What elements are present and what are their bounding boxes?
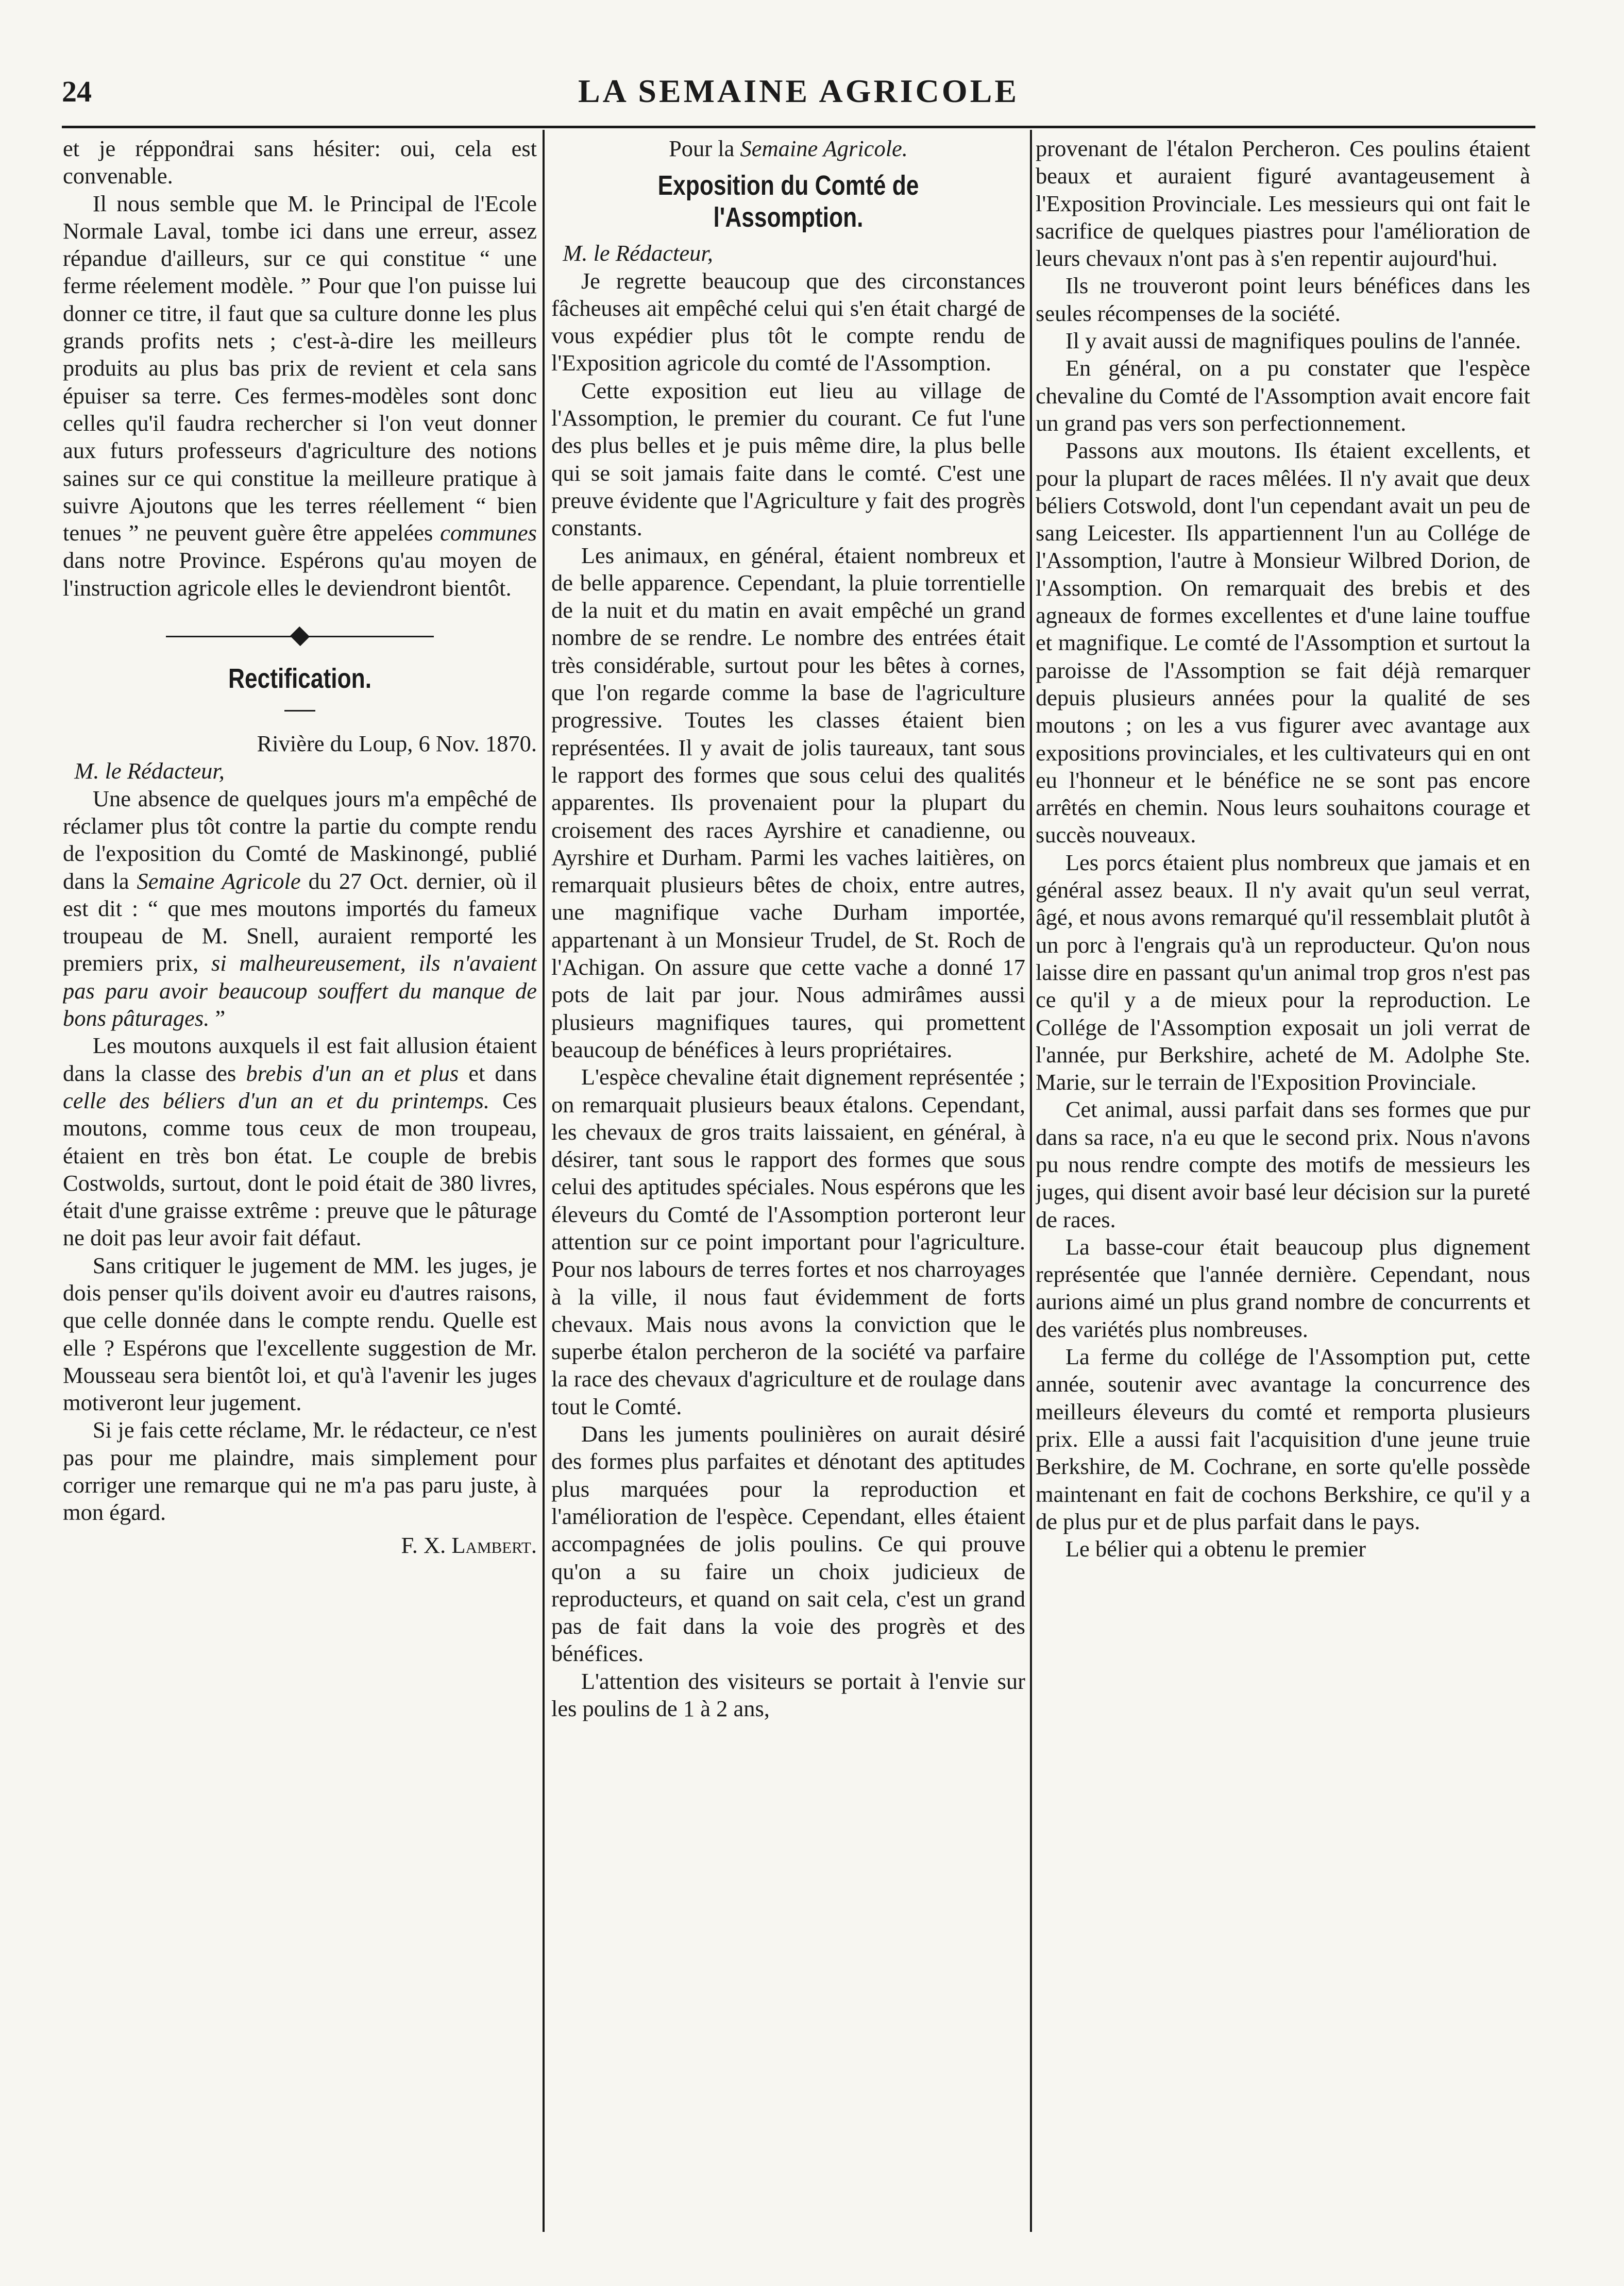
paragraph: Les porcs étaient plus nombreux que jamais et en général assez beaux. Il n'y avait qu'un seul verrat, âgé, et nous avons remarqué qu'il ressemblait plutôt à un porc à l'engrais qu'à un reproducteur. Qu'on nous laisse dire en passant qu'un animal trop gros n'est pas ce qu'il y a de mieux pour la reproduction. Le Collége de l'Assomption exposait un joli verrat de l'année, pur Berkshire, acheté de M. Adolphe Ste. Marie, sur le terrain de l'Exposition Provinciale. (1036, 849, 1530, 1095)
paragraph: Il y avait aussi de magnifiques poulins de l'année. (1065, 328, 1521, 354)
paragraph: Passons aux moutons. Ils étaient excellents, et pour la plupart de races mêlées. Il n'y avait que deux béliers Cotswold, dont l'un cependant avait un peu de sang Leicester. Ils appartiennent l'un au Collége de l'Assomption, l'autre à Monsieur Wilbred Dorion, de l'Assomption. On remarquait des brebis et des agneaux de formes excellentes et d'une laine touffue et magnifique. Le comté de l'Assomption et surtout la paroisse de l'Assomption se fait déjà remarquer depuis plusieurs années pour la qualité de ses moutons ; on les a vus figurer avec avantage aux expositions provinciales, et les cultivateurs qui en ont eu l'honneur et le bénéfice ne se sont pas encore arrêtés en chemin. Nous leurs souhaitons courage et succès nouveaux. (1036, 437, 1530, 848)
article-title: Exposition du Comté de l'Assomption. (657, 170, 919, 233)
paragraph: Dans les juments poulinières on aurait désiré des formes plus parfaites et dénotant des aptitudes plus marquées pour la reproduction et l'amélioration de l'espèce. Cependant, elles étaient accompagnées de jolis poulins. Ce qui prouve qu'on a su faire un choix judicieux de reproducteurs, et quand on sait cela, c'est un grand pas de fait dans la voie des progrès et des bénéfices. (551, 1421, 1025, 1667)
paragraph: Cet animal, aussi parfait dans ses formes que pur dans sa race, n'a eu que le second prix. Nous n'avons pu nous rendre compte des motifs de messieurs les juges, qui disent avoir basé leur décision sur la pureté de races. (1036, 1096, 1530, 1232)
paragraph: Sans critiquer le jugement de MM. les juges, je dois penser qu'ils doivent avoir eu d'autres raisons, que celle donnée dans le compte rendu. Quelle est elle ? Espérons que l'excellente suggestion de Mr. Mousseau sera bientôt loi, et qu'à l'avenir les juges motiveront leur jugement. (63, 1252, 537, 1416)
page-header (62, 72, 1535, 113)
page-number: 24 (62, 75, 92, 108)
paragraph: Si je fais cette réclame, Mr. le rédacteur, ce n'est pas pour me plaindre, mais simplement pour corriger une remarque qui ne m'a pas paru juste, à mon égard. (63, 1417, 537, 1526)
salutation: M. le Rédacteur, (74, 758, 225, 784)
article-title: Rectification. (228, 663, 372, 695)
paragraph: Les animaux, en général, étaient nombreux et de belle apparence. Cependant, la pluie torrentielle de la nuit et du matin en avait empêché un grand nombre de se rendre. Le nombre des entrées était très considérable, surtout pour les bêtes à cornes, que l'on regarde comme la base de l'agriculture progressive. Toutes les classes étaient bien représentées. Il y avait de jolis taureaux, tant sous le rapport des formes que sous celui des qualités apparentes. Ils provenaient pour la plupart du croisement des races Ayrshire et canadienne, ou Ayrshire et Durham. Parmi les vaches laitières, on remarquait plusieurs bêtes de choix, entre autres, une magnifique vache Durham importée, appartenant à un Monsieur Trudel, de St. Roch de l'Achigan. On assure que cette vache a donné 17 pots de lait par jour. Nous admirâmes aussi plusieurs magnifiques taures, qui promettent beaucoup de bénéfices à leurs propriétaires. (551, 542, 1025, 1062)
column-3 (1036, 135, 1530, 2227)
paragraph: Les moutons auxquels il est fait allusion étaient dans la classe des brebis d'un an et plus et dans celle des béliers d'un an et du printemps. Ces moutons, comme tous ceux de mon troupeau, étaient en très bon état. Le couple de brebis Costwolds, surtout, dont le poid était de 380 livres, était d'une graisse extrême : preuve que le pâturage ne doit pas leur avoir fait défaut. (63, 1032, 537, 1251)
paragraph: Cette exposition eut lieu au village de l'Assomption, le premier du courant. Ce fut l'une des plus belles et je puis même dire, la plus belle qui se soit jamais faite dans le comté. C'est une preuve évidente que l'Agriculture y fait des progrès constants. (551, 377, 1025, 541)
paragraph: L'attention des visiteurs se portait à l'envie sur les poulins de 1 à 2 ans, (551, 1668, 1025, 1722)
column-1 (63, 135, 537, 2227)
dateline: Rivière du Loup, 6 Nov. 1870. (257, 731, 537, 757)
journal-title: LA SEMAINE AGRICOLE (578, 73, 1020, 109)
ornamental-divider (63, 614, 537, 655)
diamond-ornament-icon (290, 626, 310, 646)
column-2 (551, 135, 1025, 2227)
signature: F. X. Lambert. (401, 1532, 537, 1558)
paragraph: L'espèce chevaline était dignement représentée ; on remarquait plusieurs beaux étalons. Cependant, les chevaux de gros traits laissaient, en général, à désirer, tant sous le rapport des formes que sous celui des aptitudes spéciales. Nous espérons que les éleveurs du Comté de l'Assomption porteront leur attention sur ce point important pour l'agriculture. Pour nos labours de terres fortes et nos charroyages à la ville, il nous faut évidemment de forts chevaux. Mais nous avons la conviction que le superbe étalon percheron de la société va parfaire la race des chevaux d'agriculture et de roulage dans tout le Comté. (551, 1064, 1025, 1419)
header-rule (62, 126, 1535, 128)
salutation: M. le Rédacteur, (563, 240, 713, 266)
paragraph: Le bélier qui a obtenu le premier (1065, 1536, 1366, 1562)
paragraph: provenant de l'étalon Percheron. Ces poulins étaient beaux et auraient figuré avantageusement à l'Exposition Provinciale. Les messieurs qui ont fait le sacrifice de quelques piastres pour l'amélioration de leurs chevaux n'ont pas à s'en repentir aujourd'hui. (1036, 136, 1530, 272)
paragraph: Ils ne trouveront point leurs bénéfices dans les seules récompenses de la société. (1036, 273, 1530, 326)
paragraph: En général, on a pu constater que l'espèce chevaline du Comté de l'Assomption avait encore fait un grand pas vers son perfectionnement. (1036, 355, 1530, 436)
paragraph: Il nous semble que M. le Principal de l'Ecole Normale Laval, tombe ici dans une erreur, assez répandue d'ailleurs, sur ce qui constitue “ une ferme réelement modèle. ” Pour que l'on puisse lui donner ce titre, il faut que sa culture donne les plus grands profits nets ; c'est-à-dire les meilleurs produits au plus bas prix de revient et cela sans épuiser sa terre. Ces fermes-modèles sont donc celles qu'il faudra rechercher si l'on veut donner aux futurs professeurs d'agriculture des notions saines sur ce qui constitue la meilleure pratique à suivre Ajoutons que les terres réellement “ bien tenues ” ne peuvent guère être appelées communes dans notre Province. Espérons qu'au moyen de l'instruction agricole elles le deviendront bientôt. (63, 190, 537, 601)
column-rule (543, 130, 545, 2232)
paragraph: et je répponḋrai sans hésiter: oui, cela est convenable. (63, 136, 537, 189)
byline: Pour la Semaine Agricole. (669, 136, 908, 161)
paragraph: La basse-cour était beaucoup plus dignement représentée que l'année dernière. Cependant, nous aurions aimé un plus grand nombre de concurrents et des variétés plus nombreuses. (1036, 1233, 1530, 1342)
paragraph: Je regrette beaucoup que des circonstances fâcheuses ait empêché celui qui s'en était chargé de vous expédier plus tôt le compte rendu de l'Exposition agricole du comté de l'Assomption. (551, 267, 1025, 376)
column-rule (1030, 130, 1032, 2232)
short-dash (284, 710, 315, 712)
paragraph: La ferme du collége de l'Assomption put, cette année, soutenir avec avantage la concurrence des meilleurs éleveurs du comté et remporta plusieurs prix. Elle a aussi fait l'acquisition d'une jeune truie Berkshire, de M. Cochrane, en sorte qu'elle possède maintenant en fait de cochons Berkshire, ce qu'il y a de plus pur et de plus parfait dans le pays. (1036, 1344, 1530, 1534)
paragraph: Une absence de quelques jours m'a empêché de réclamer plus tôt contre la partie du compte rendu de l'exposition du Comté de Maskinongé, publié dans la Semaine Agricole du 27 Oct. dernier, où il est dit : “ que mes moutons importés du fameux troupeau de M. Snell, auraient remporté les premiers prix, si malheureusement, ils n'avaient pas paru avoir beaucoup souffert du manque de bons pâturages. ” (63, 785, 537, 1031)
